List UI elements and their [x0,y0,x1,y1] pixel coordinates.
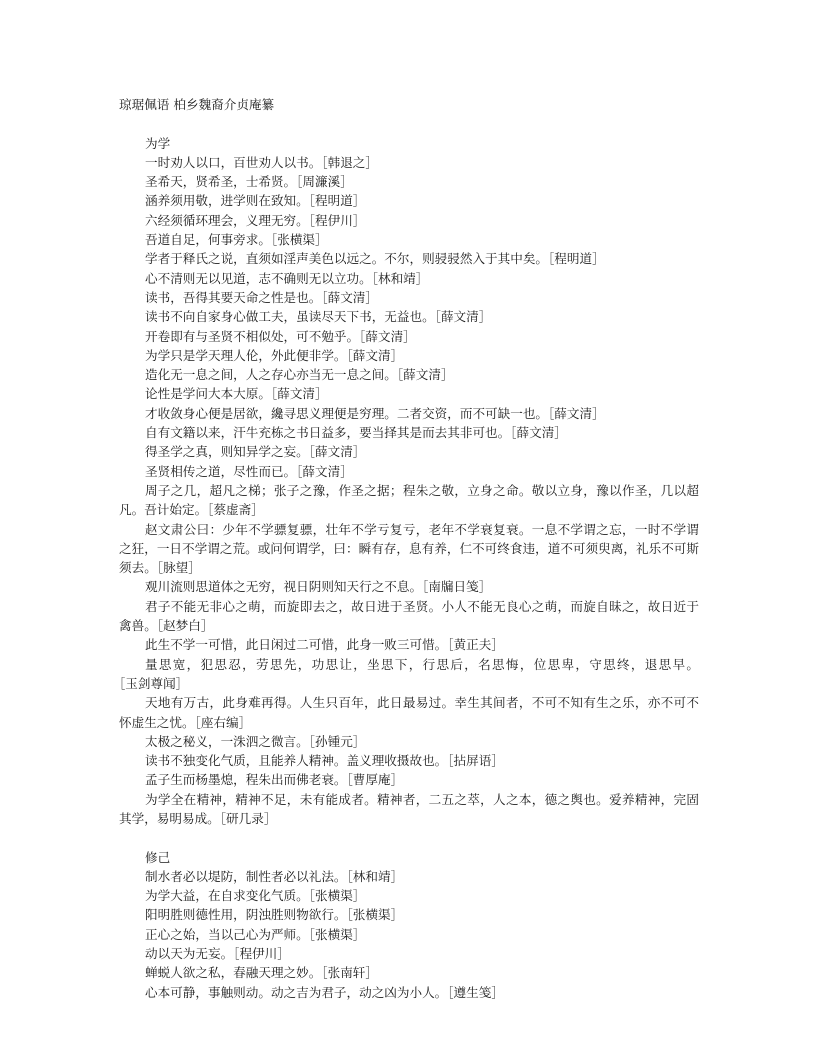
document-title: 琼琚佩语 柏乡魏裔介贞庵纂 [119,97,275,112]
quote-entry [119,963,699,982]
quote-entry [119,172,699,191]
quote-text: 量思宽，犯思忍，劳思先，功思让，坐思下，行思后，名思悔，位思卑，守思终，退思早。 [145,656,699,672]
quote-entry [119,867,699,886]
quote-entry [119,732,699,751]
quote-source: ［韩退之］ [321,154,378,170]
quote-entry [119,365,699,384]
quote-source: ［薛文清］ [396,367,454,383]
quote-entry [119,191,699,210]
quote-text: 读书不独变化气质，且能养人精神。盖义理收摄故也。 [145,753,448,769]
quote-source: ［程明道］ [308,193,366,209]
quote-source: ［张横渠］ [308,926,366,942]
quote-text: 为学只是学天理人伦，外此便非学。 [145,347,347,363]
quote-text: 得圣学之真，则知异学之妄。 [145,444,309,460]
quote-source: ［拈屏语］ [447,753,504,769]
quote-text: 正心之始，当以己心为严师。 [145,926,309,942]
quote-source: ［黄正夫］ [447,637,504,653]
quote-text: 学者于释氏之说，直须如淫声美色以远之。不尔，则骎骎然入于其中矣。 [145,251,548,267]
quote-entry [119,790,699,829]
quote-text: 圣希天，贤希圣，士希贤。 [145,174,297,190]
quote-source: ［薛文清］ [321,289,378,305]
quote-entry [119,288,699,307]
quote-entry [119,520,699,578]
section-heading: 修己 [145,849,171,865]
quote-text: 一时劝人以口，百世劝人以书。 [145,154,322,170]
quote-text: 论性是学问大本大原。 [145,386,271,402]
quote-source: ［曹厚庵］ [346,772,404,788]
quote-entry [119,384,699,403]
quote-source: ［薛文清］ [359,328,416,344]
quote-text: 读书，吾得其要天命之性是也。 [145,289,322,305]
quote-text: 为学全在精神，精神不足，未有能成者。精神者，二五之萃，人之本，德之舆也。爱养精神，完固其学，易明易成。 [119,791,699,826]
quote-entry [119,693,699,732]
quote-text: 制水者必以堤防，制性者必以礼法。 [145,868,347,884]
quote-entry [119,597,699,636]
quote-entry [119,886,699,905]
quote-source: ［蔡虚斋］ [207,502,264,518]
quote-entry [119,983,699,1002]
quote-text: 蝉蜕人欲之私，春融天理之妙。 [145,965,322,981]
quote-text: 阳明胜则德性用，阴浊胜则物欲行。 [145,907,347,923]
quote-text: 天地有万古，此身难再得。人生只百年，此日最易过。幸生其间者，不可不知有生之乐，亦不可不怀虚生之忧。 [119,695,699,730]
quote-text: 心本可静，事触则动。动之吉为君子，动之凶为小人。 [145,984,448,1000]
quote-entry [119,751,699,770]
quote-text: 圣贤相传之道，尽性而已。 [145,463,297,479]
quote-entry [119,481,699,520]
quote-entry [119,635,699,654]
quote-source: ［张横渠］ [270,232,328,248]
quote-source: ［薛文清］ [510,425,567,441]
quote-text: 此生不学一可惜，此日闲过二可惜，此身一败三可惜。 [145,637,448,653]
quote-entry [119,462,699,481]
quote-text: 心不清则无以见道，志不确则无以立功。 [145,270,372,286]
quote-text: 自有文籍以来，汗牛充栋之书日益多，要当择其是而去其非可也。 [145,425,511,441]
quote-entry [119,211,699,230]
quote-source: ［张南轩］ [321,965,378,981]
quote-source: ［薛文清］ [548,405,605,421]
quote-text: 读书不向自家身心做工夫，虽读尽天下书，无益也。 [145,309,435,325]
quote-entry [119,404,699,423]
quote-entry [119,423,699,442]
quote-source: ［程伊川］ [308,212,366,228]
quote-text: 吾道自足，何事旁求。 [145,232,271,248]
quote-entry [119,925,699,944]
section [119,134,699,829]
quote-text: 观川流则思道体之无穷，视日阴则知天行之不息。 [145,579,423,595]
quote-text: 赵文肃公曰：少年不学骠复骠，壮年不学亏复亏，老年不学衰复衰。一息不学谓之忘，一时不学谓之狂，一日不学谓之荒。或问何谓学，曰：瞬有存，息有养，仁不可终食违，道不可须臾离，礼乐不可斯须去。 [119,521,699,576]
quote-text: 周子之几，超凡之梯；张子之豫，作圣之据；程朱之敬，立身之命。敬以立身，豫以作圣，几以超凡。吾计始定。 [119,482,699,518]
quote-entry [119,944,699,963]
quote-entry [119,770,699,789]
quote-text: 造化无一息之间，人之存心亦当无一息之间。 [145,367,397,383]
quote-source: ［遵生笺］ [447,984,504,1000]
quote-entry [119,230,699,249]
quote-text: 涵养须用敬，进学则在致知。 [145,193,309,209]
quote-source: ［张横渠］ [308,888,366,904]
quote-source: ［薛文清］ [308,444,366,460]
section-heading: 为学 [145,135,171,151]
quote-entry [119,577,699,596]
quote-source: ［程伊川］ [233,946,290,962]
quote-entry [119,905,699,924]
quote-source: ［薛文清］ [346,347,404,363]
quote-source: ［薛文清］ [270,386,328,402]
quote-entry [119,153,699,172]
quote-source: ［孙锺元］ [308,733,366,749]
quote-text: 君子不能无非心之萌，而旋即去之，故日进于圣贤。小人不能无良心之萌，而旋自昧之，故日近于禽兽。 [119,598,699,634]
quote-source: ［薛文清］ [434,309,492,325]
quote-source: ［程明道］ [548,251,605,267]
quote-entry [119,327,699,346]
quote-source: ［林和靖］ [346,868,404,884]
quote-source: ［薛文清］ [296,463,353,479]
quote-source: ［赵梦白］ [156,618,214,634]
quote-entry [119,346,699,365]
sections-container [119,134,699,1002]
section [119,848,699,1002]
quote-text: 六经须循环理会，义理无穷。 [145,212,309,228]
quote-text: 孟子生而杨墨熄，程朱出而佛老衰。 [145,772,347,788]
quote-source: ［周濂溪］ [296,174,353,190]
quote-source: ［玉剑尊闻］ [119,675,189,691]
quote-text: 动以天为无妄。 [145,946,234,962]
quote-entry [119,655,699,694]
quote-source: ［研几录］ [219,810,277,826]
quote-source: ［张横渠］ [346,907,404,923]
quote-entry [119,442,699,461]
quote-entry [119,269,699,288]
quote-entry [119,249,699,268]
quote-text: 才收敛身心便是居欲，纔寻思义理便是穷理。二者交资，而不可缺一也。 [145,405,548,421]
quote-source: ［脉望］ [156,560,201,576]
quote-entry [119,307,699,326]
quote-text: 开卷即有与圣贤不相似处，可不勉乎。 [145,328,360,344]
quote-source: ［南牖日笺］ [422,579,492,595]
quote-source: ［座右编］ [194,714,252,730]
document-page [119,95,699,1021]
quote-text: 为学大益，在自求变化气质。 [145,888,309,904]
quote-source: ［林和靖］ [371,270,429,286]
quote-text: 太极之秘义，一洙泗之微言。 [145,733,309,749]
